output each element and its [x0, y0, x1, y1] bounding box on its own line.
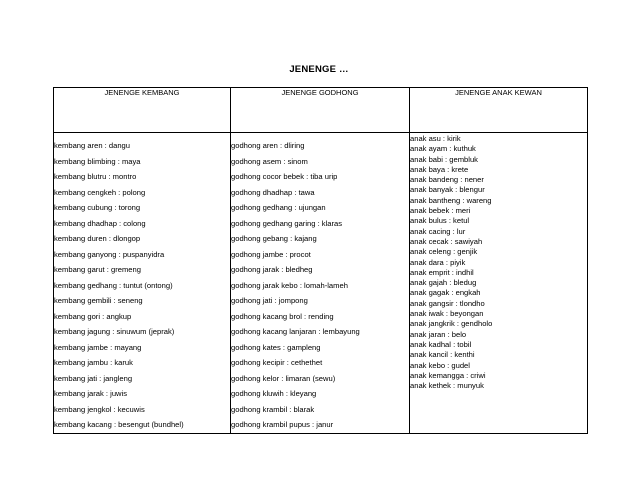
- list-item: godhong gedhang garing : klaras: [231, 218, 343, 228]
- list-item: anak dara : piyik: [410, 257, 466, 267]
- column-flower-names: [54, 133, 231, 434]
- list-item: kembang gembili : seneng: [54, 296, 143, 305]
- list-item: kembang jambe : mayang: [54, 342, 142, 352]
- list-item: anak jangkrik : gendholo: [410, 319, 493, 329]
- list-item: kembang garut : gremeng: [54, 265, 141, 274]
- list-item: godhong kelor : limaran (sewu): [231, 373, 336, 383]
- table-body-row: [54, 133, 588, 434]
- header-flower-names: JENENGE KEMBANG: [54, 88, 231, 133]
- list-item: godhong asem : sinom: [231, 156, 308, 166]
- list-item: anak ayam : kuthuk: [410, 144, 476, 154]
- list-item: kembang cengkeh : polong: [54, 187, 146, 197]
- list-item: anak gagak : engkah: [410, 288, 481, 298]
- list-item: anak kebo : gudel: [410, 360, 470, 370]
- list-item: anak cacing : lur: [410, 226, 466, 236]
- list-item: kembang ganyong : puspanyidra: [54, 249, 165, 259]
- leaf-list: [231, 133, 409, 433]
- column-leaf-names: [231, 133, 410, 434]
- list-item: anak kethek : munyuk: [410, 381, 484, 391]
- names-table: [53, 87, 588, 434]
- list-item: godhong gebang : kajang: [231, 234, 317, 243]
- list-item: godhong aren : dliring: [231, 141, 305, 150]
- list-item: kembang jambu : karuk: [54, 358, 133, 367]
- list-item: godhong dhadhap : tawa: [231, 187, 315, 197]
- list-item: godhong krambil pupus : janur: [231, 420, 334, 429]
- list-item: anak celeng : genjik: [410, 247, 478, 257]
- list-item: godhong kluwih : kleyang: [231, 389, 317, 398]
- list-item: anak kemangga : criwi: [410, 370, 486, 380]
- list-item: anak emprit : indhil: [410, 267, 474, 277]
- table-header-row: [54, 88, 588, 133]
- list-item: kembang jati : jangleng: [54, 373, 133, 383]
- list-item: kembang aren : dangu: [54, 141, 130, 150]
- list-item: godhong jati : jompong: [231, 296, 308, 305]
- list-item: anak kadhal : tobil: [410, 339, 472, 349]
- list-item: anak bulus : ketul: [410, 216, 470, 226]
- list-item: kembang duren : dlongop: [54, 234, 141, 243]
- list-item: anak gangsir : tlondho: [410, 298, 485, 308]
- list-item: anak bandeng : nener: [410, 175, 484, 185]
- list-item: kembang kacang : besengut (bundhel): [54, 420, 184, 429]
- list-item: godhong jarak kebo : lomah-lameh: [231, 280, 348, 290]
- list-item: kembang blimbing : maya: [54, 156, 141, 166]
- list-item: godhong jambe : procot: [231, 249, 311, 259]
- list-item: anak babi : gembluk: [410, 154, 478, 164]
- animal-young-list: [410, 133, 587, 391]
- page-title: JENENGE …: [289, 64, 349, 75]
- header-leaf-names: JENENGE GODHONG: [231, 88, 410, 133]
- header-animal-young-names: JENENGE ANAK KEWAN: [410, 88, 588, 133]
- list-item: godhong jarak : bledheg: [231, 265, 313, 274]
- column-animal-young-names: [410, 133, 588, 434]
- list-item: kembang blutru : montro: [54, 172, 137, 181]
- list-item: kembang jagung : sinuwum (jeprak): [54, 327, 175, 336]
- list-item: anak baya : krete: [410, 164, 469, 174]
- list-item: godhong kacang lanjaran : lembayung: [231, 327, 360, 336]
- list-item: anak banyak : blengur: [410, 185, 485, 195]
- list-item: kembang dhadhap : colong: [54, 218, 146, 228]
- list-item: anak gajah : bledug: [410, 278, 477, 288]
- list-item: godhong kates : gampleng: [231, 342, 321, 352]
- list-item: kembang gori : angkup: [54, 311, 132, 321]
- list-item: kembang jengkol : kecuwis: [54, 404, 145, 414]
- list-item: anak asu : kirik: [410, 134, 461, 143]
- list-item: anak bantheng : wareng: [410, 195, 492, 205]
- list-item: godhong cocor bebek : tiba urip: [231, 172, 338, 181]
- list-item: godhong kecipir : cethethet: [231, 358, 323, 367]
- list-item: kembang jarak : juwis: [54, 389, 128, 398]
- flower-list: [54, 133, 230, 433]
- list-item: anak jaran : belo: [410, 329, 467, 339]
- list-item: anak cecak : sawiyah: [410, 236, 483, 246]
- list-item: anak bebek : meri: [410, 206, 471, 216]
- list-item: kembang cubung : torong: [54, 203, 141, 212]
- list-item: anak kancil : kenthi: [410, 350, 475, 360]
- list-item: godhong gedhang : ujungan: [231, 203, 326, 212]
- list-item: anak iwak : beyongan: [410, 309, 484, 319]
- list-item: godhong kacang brol : rending: [231, 311, 334, 321]
- list-item: godhong krambil : blarak: [231, 404, 315, 414]
- list-item: kembang gedhang : tuntut (ontong): [54, 280, 173, 290]
